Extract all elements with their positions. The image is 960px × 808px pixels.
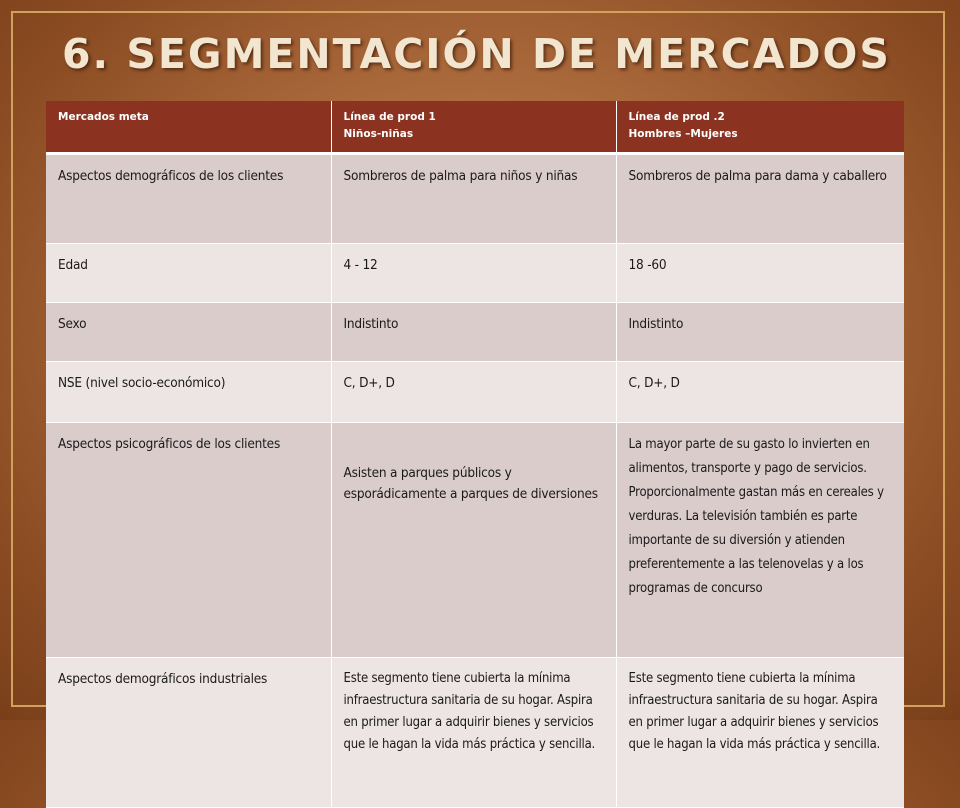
table-cell: NSE (nivel socio-económico)	[46, 361, 331, 422]
table-row	[46, 361, 904, 422]
table-row	[46, 302, 904, 361]
segmentation-table	[46, 101, 904, 808]
table-cell: C, D+, D	[616, 361, 904, 422]
table-cell: Sexo	[46, 302, 331, 361]
header-label: Línea de prod .2	[628, 111, 725, 123]
table-cell: 4 - 12	[331, 243, 616, 302]
table-cell: Aspectos psicográficos de los clientes	[46, 422, 331, 657]
table-cell: Sombreros de palma para dama y caballero	[616, 153, 904, 243]
table-cell: Este segmento tiene cubierta la mínima infraestructura sanitaria de su hogar. Aspira en primer lugar a adquirir bienes y servicios que le hagan la vida más práctica y sencilla.	[616, 657, 904, 807]
table-row	[46, 422, 904, 657]
slide-title: 6. SEGMENTACIÓN DE MERCADOS	[62, 30, 891, 78]
table-cell: Sombreros de palma para niños y niñas	[331, 153, 616, 243]
header-cell-markets	[46, 101, 331, 153]
header-cell-line2	[616, 101, 904, 153]
header-label: Mercados meta	[58, 111, 149, 123]
table-row	[46, 153, 904, 243]
table-cell: Asisten a parques públicos y esporádicamente a parques de diversiones	[331, 422, 616, 657]
table-cell: Indistinto	[331, 302, 616, 361]
header-cell-line1	[331, 101, 616, 153]
table-header-row	[46, 101, 904, 153]
table-row	[46, 243, 904, 302]
table-cell: Aspectos demográficos industriales	[46, 657, 331, 807]
table-cell: Aspectos demográficos de los clientes	[46, 153, 331, 243]
table-cell: Indistinto	[616, 302, 904, 361]
table-cell: La mayor parte de su gasto lo invierten en alimentos, transporte y pago de servicios. Proporcionalmente gastan más en cereales y verduras. La televisión también es parte importante de su diversión y atienden preferentemente a las telenovelas y a los programas de concurso	[616, 422, 904, 657]
table-row	[46, 657, 904, 807]
header-sublabel: Niños-niñas	[343, 128, 414, 140]
table-cell: Este segmento tiene cubierta la mínima infraestructura sanitaria de su hogar. Aspira en primer lugar a adquirir bienes y servicios que le hagan la vida más práctica y sencilla.	[331, 657, 616, 807]
table-cell: Edad	[46, 243, 331, 302]
header-sublabel: Hombres –Mujeres	[628, 128, 738, 140]
table-cell: 18 -60	[616, 243, 904, 302]
header-label: Línea de prod 1	[343, 111, 436, 123]
table-cell: C, D+, D	[331, 361, 616, 422]
